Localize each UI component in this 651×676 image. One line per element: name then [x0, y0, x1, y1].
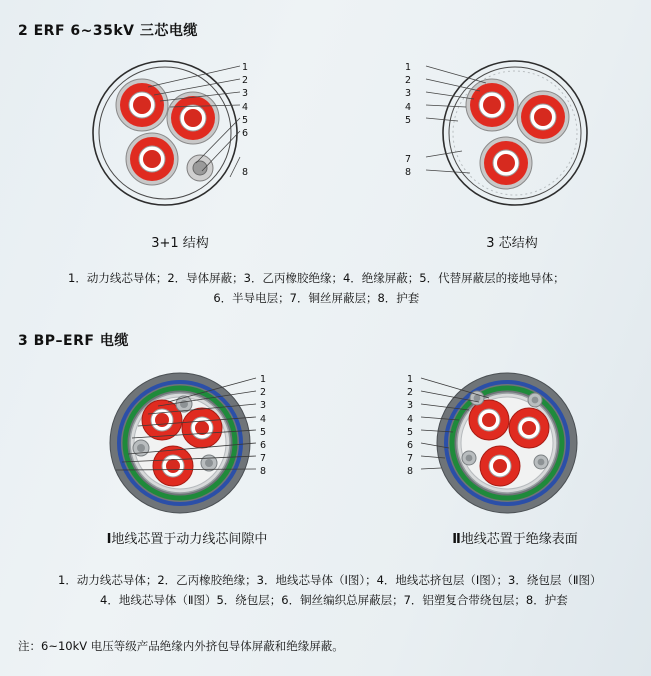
callout-2: 2	[242, 75, 249, 87]
callout-8: 8	[405, 167, 412, 179]
caption-text-1: 地线芯置于动力线芯间隙中	[111, 532, 268, 547]
figure-bperf-type1-svg	[80, 370, 300, 520]
section-title-bperf: 3 BP–ERF 电缆	[18, 333, 129, 349]
callout-7: 7	[260, 453, 267, 465]
callout-8: 8	[260, 466, 267, 478]
footnote: 注：6~10kV 电压等级产品绝缘内外挤包导体屏蔽和绝缘屏蔽。	[18, 639, 344, 653]
callout-5: 5	[242, 114, 249, 126]
callout-5: 5	[407, 426, 414, 438]
callout-2: 2	[405, 75, 412, 87]
callout-6: 6	[242, 127, 249, 139]
callout-4: 4	[405, 101, 412, 113]
figure-3core-svg	[400, 55, 610, 215]
figure-bperf-type1-callouts	[260, 373, 266, 479]
callout-3: 3	[407, 400, 414, 412]
caption-marker-1: Ⅰ	[106, 532, 112, 547]
section-title-erf: 2 ERF 6~35kV 三芯电缆	[18, 23, 198, 39]
callout-7: 7	[405, 153, 412, 165]
figure-bperf-type2	[385, 370, 605, 520]
caption-3core: 3 芯结构	[486, 236, 538, 251]
legend-line-2: 6．半导电层；7．铜丝屏蔽层；8．护套	[213, 291, 420, 305]
caption-bperf-type2	[400, 528, 630, 547]
callout-5: 5	[260, 426, 267, 438]
caption-3plus1: 3+1 结构	[151, 236, 209, 251]
callout-8: 8	[407, 466, 414, 478]
legend-line-1: 1．动力线芯导体；2．乙丙橡胶绝缘；3．地线芯导体（Ⅰ图）；4．地线芯挤包层（Ⅰ图）；3．绕包层（Ⅱ图）	[58, 573, 602, 587]
callout-1: 1	[260, 374, 267, 385]
callout-3: 3	[260, 400, 267, 412]
callout-4: 4	[260, 413, 267, 425]
figure-3plus1	[90, 55, 300, 215]
callout-5: 5	[405, 114, 412, 126]
callout-7: 7	[407, 453, 414, 465]
figure-3plus1-svg	[90, 55, 300, 215]
figure-bperf-type1	[80, 370, 300, 520]
callout-3: 3	[242, 88, 249, 100]
caption-marker-2: Ⅱ	[452, 532, 461, 547]
callout-8: 8	[242, 167, 249, 179]
figure-3core-callouts	[405, 61, 411, 179]
callout-4: 4	[407, 413, 414, 425]
callout-1: 1	[242, 62, 249, 73]
callout-6: 6	[260, 439, 267, 451]
legend-section-bperf	[58, 570, 602, 610]
callout-1: 1	[407, 374, 414, 385]
callout-3: 3	[405, 88, 412, 100]
legend-line-1: 1．动力线芯导体；2．导体屏蔽；3．乙丙橡胶绝缘；4．绝缘屏蔽；5．代替屏蔽层的接地导体；	[68, 271, 565, 285]
callout-2: 2	[260, 387, 267, 399]
callout-1: 1	[405, 62, 412, 73]
callout-6: 6	[407, 439, 414, 451]
callout-4: 4	[242, 101, 249, 113]
legend-section-erf	[68, 268, 565, 308]
figure-bperf-type2-callouts	[407, 373, 413, 479]
figure-bperf-type2-svg	[385, 370, 605, 520]
figure-3plus1-callouts	[242, 61, 248, 179]
caption-text-2: 地线芯置于绝缘表面	[460, 532, 578, 547]
caption-bperf-type1	[62, 528, 312, 547]
figure-3core	[400, 55, 610, 215]
legend-line-2: 4．地线芯导体（Ⅱ图）5．绕包层；6．铜丝编织总屏蔽层；7．铝塑复合带绕包层；8．护套	[100, 593, 568, 607]
callout-2: 2	[407, 387, 414, 399]
